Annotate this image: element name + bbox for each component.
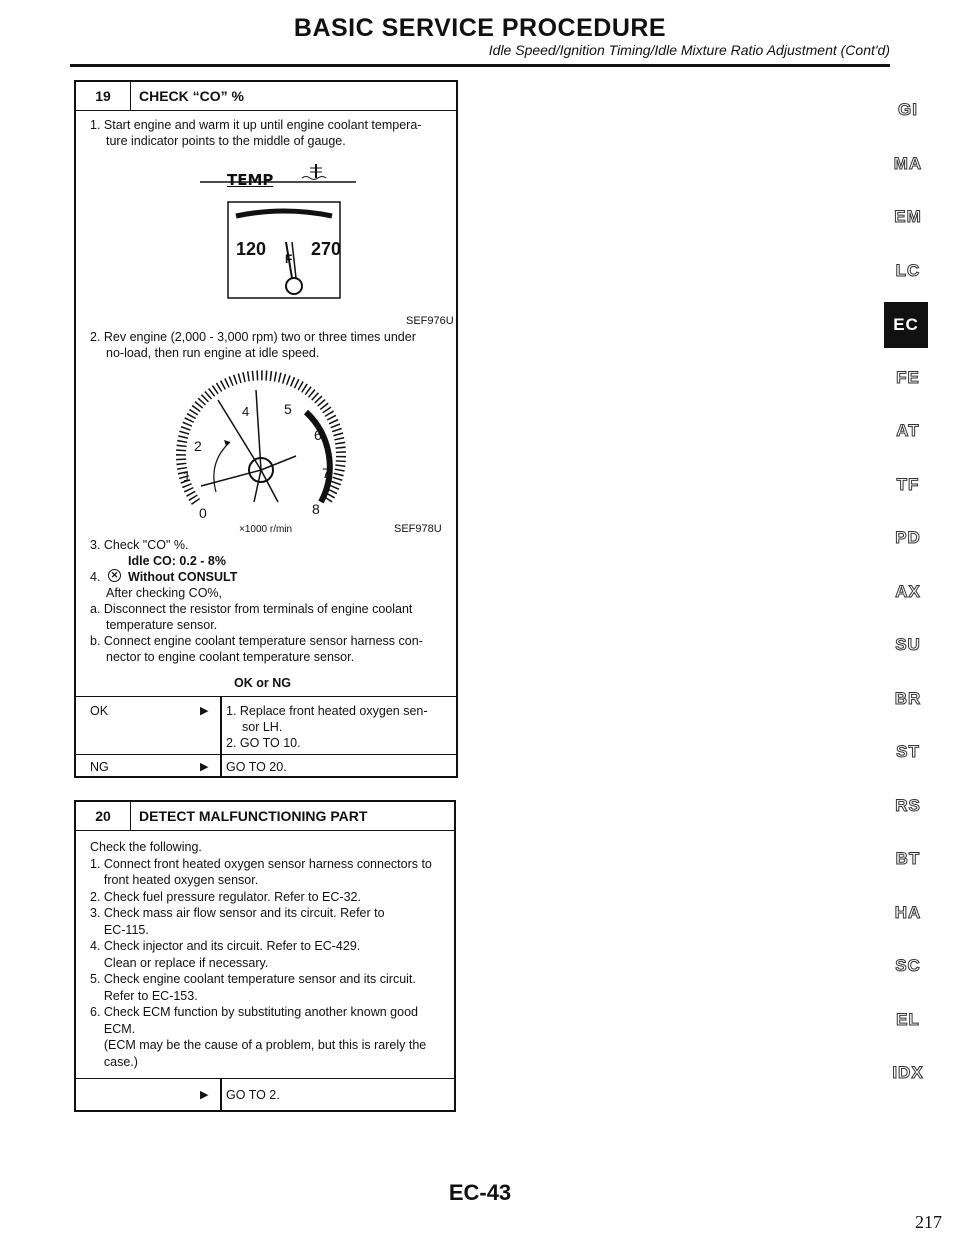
step-19-header: [76, 82, 456, 111]
instruction-line: 4. Check injector and its circuit. Refer to EC-429.: [90, 939, 361, 953]
step-20-box: [74, 800, 456, 1112]
arrow-right-icon: ▶: [200, 761, 209, 773]
temp-gauge-drawing: [196, 158, 366, 308]
section-tab-idx[interactable]: IDX: [892, 1063, 924, 1082]
step-title: DETECT MALFUNCTIONING PART: [139, 807, 368, 824]
page-number: 217: [915, 1212, 942, 1232]
section-tab-sc[interactable]: SC: [895, 956, 921, 975]
gauge-high-value: 270: [311, 239, 342, 259]
step-number: 20: [76, 802, 131, 830]
instruction-4: 4.: [90, 570, 101, 584]
ok-action-1: 1. Replace front heated oxygen sen-: [226, 704, 428, 718]
temp-gauge-figure: [196, 158, 366, 308]
tach-label-7: 7: [322, 465, 330, 481]
tach-label-0: 0: [199, 505, 207, 521]
result-divider: [76, 696, 456, 697]
section-tab-st[interactable]: ST: [896, 742, 920, 761]
tach-label-1: 1: [183, 468, 191, 484]
instruction-line: 6. Check ECM function by substituting another known good: [90, 1005, 418, 1019]
instruction-2b: no-load, then run engine at idle speed.: [106, 346, 320, 360]
instruction-b1: b. Connect engine coolant temperature sensor harness con-: [90, 634, 423, 648]
instruction-line: ECM.: [90, 1021, 136, 1036]
figure-code: SEF978U: [394, 523, 442, 535]
section-tab-em[interactable]: EM: [894, 207, 922, 226]
instruction-line: 5. Check engine coolant temperature sensor and its circuit.: [90, 972, 416, 986]
tach-unit: ×1000 r/min: [239, 524, 293, 535]
ok-label: OK: [90, 704, 109, 718]
instruction-a1: a. Disconnect the resistor from terminals of engine coolant: [90, 602, 413, 616]
temp-label: TEMP: [227, 171, 274, 189]
section-tab-fe[interactable]: FE: [896, 367, 920, 387]
section-tab-gi[interactable]: GI: [898, 100, 918, 119]
instruction-line: 2. Check fuel pressure regulator. Refer to EC-32.: [90, 889, 361, 904]
ok-action-2: sor LH.: [242, 720, 283, 734]
instruction-line: (ECM may be the cause of a problem, but this is rarely the: [90, 1038, 427, 1052]
step-title: CHECK “CO” %: [139, 87, 245, 104]
ng-divider: [76, 754, 456, 755]
goto-column-divider: [220, 1078, 222, 1110]
ng-label: NG: [90, 760, 109, 774]
tach-label-5: 5: [284, 401, 292, 417]
page-title: BASIC SERVICE PROCEDURE: [293, 14, 667, 42]
tachometer-figure: [156, 362, 366, 532]
section-tab-su[interactable]: SU: [895, 635, 921, 654]
instruction-2a: 2. Rev engine (2,000 - 3,000 rpm) two or three times under: [90, 330, 416, 344]
section-tab-ha[interactable]: HA: [894, 902, 922, 922]
section-tab-lc[interactable]: LC: [895, 260, 921, 280]
instruction-1b: ture indicator points to the middle of gauge.: [106, 134, 346, 148]
tach-label-8: 8: [312, 501, 320, 517]
section-tab-ec[interactable]: EC: [884, 302, 928, 348]
without-consult-label: Without CONSULT: [128, 570, 238, 584]
step-19-box: [74, 80, 458, 778]
figure-code: SEF976U: [406, 315, 454, 327]
instruction-a2: temperature sensor.: [106, 618, 218, 632]
result-column-divider: [220, 696, 222, 776]
instruction-3: 3. Check "CO" %.: [90, 538, 189, 552]
section-tab-at[interactable]: AT: [896, 421, 920, 440]
goto-divider: [76, 1078, 454, 1079]
section-tab-el[interactable]: EL: [896, 1009, 920, 1029]
instruction-b2: nector to engine coolant temperature sensor.: [106, 650, 355, 664]
section-tab-pd[interactable]: PD: [895, 528, 921, 547]
arrow-right-icon: ▶: [200, 705, 209, 717]
instruction-line: Clean or replace if necessary.: [90, 955, 269, 970]
section-tab-tf[interactable]: TF: [896, 474, 920, 494]
instruction-line: 3. Check mass air flow sensor and its circuit. Refer to: [90, 906, 385, 920]
thermometer-icon: [302, 164, 326, 180]
step-20-instructions: [90, 840, 432, 1071]
step-20-header: [76, 802, 454, 831]
section-tab-ax[interactable]: AX: [895, 581, 921, 601]
instruction-line: EC-115.: [90, 922, 149, 937]
tach-label-4: 4: [242, 404, 250, 419]
tach-label-2: 2: [194, 438, 202, 454]
arrow-right-icon: ▶: [200, 1089, 209, 1101]
after-checking: After checking CO%,: [106, 586, 223, 600]
no-consult-icon: ✕: [108, 569, 121, 582]
ok-action-3: 2. GO TO 10.: [226, 736, 301, 750]
section-tab-ma[interactable]: MA: [893, 153, 923, 173]
page-code: EC-43: [448, 1180, 512, 1205]
gauge-mark: F: [285, 252, 293, 266]
ng-action: GO TO 20.: [226, 760, 287, 774]
goto-action: GO TO 2.: [226, 1088, 280, 1102]
tach-label-6: 6: [314, 427, 322, 443]
step-number: 19: [76, 82, 131, 110]
instruction-line: Refer to EC-153.: [90, 988, 198, 1003]
section-tab-rs[interactable]: RS: [895, 795, 921, 815]
instruction-line: case.): [90, 1054, 138, 1069]
instruction-line: Check the following.: [90, 840, 202, 854]
instruction-line: front heated oxygen sensor.: [90, 873, 259, 887]
ok-or-ng-label: OK or NG: [234, 676, 291, 690]
header-rule: [70, 64, 890, 67]
section-tab-bt[interactable]: BT: [895, 849, 921, 868]
section-tab-br[interactable]: BR: [894, 688, 922, 708]
instruction-line: 1. Connect front heated oxygen sensor harness connectors to: [90, 856, 432, 871]
idle-co-spec: Idle CO: 0.2 - 8%: [128, 554, 226, 568]
tachometer-drawing: [156, 362, 366, 532]
page-subtitle: Idle Speed/Ignition Timing/Idle Mixture Ratio Adjustment (Cont'd): [488, 42, 890, 58]
instruction-1a: 1. Start engine and warm it up until engine coolant tempera-: [90, 118, 422, 132]
gauge-low-value: 120: [236, 239, 267, 259]
